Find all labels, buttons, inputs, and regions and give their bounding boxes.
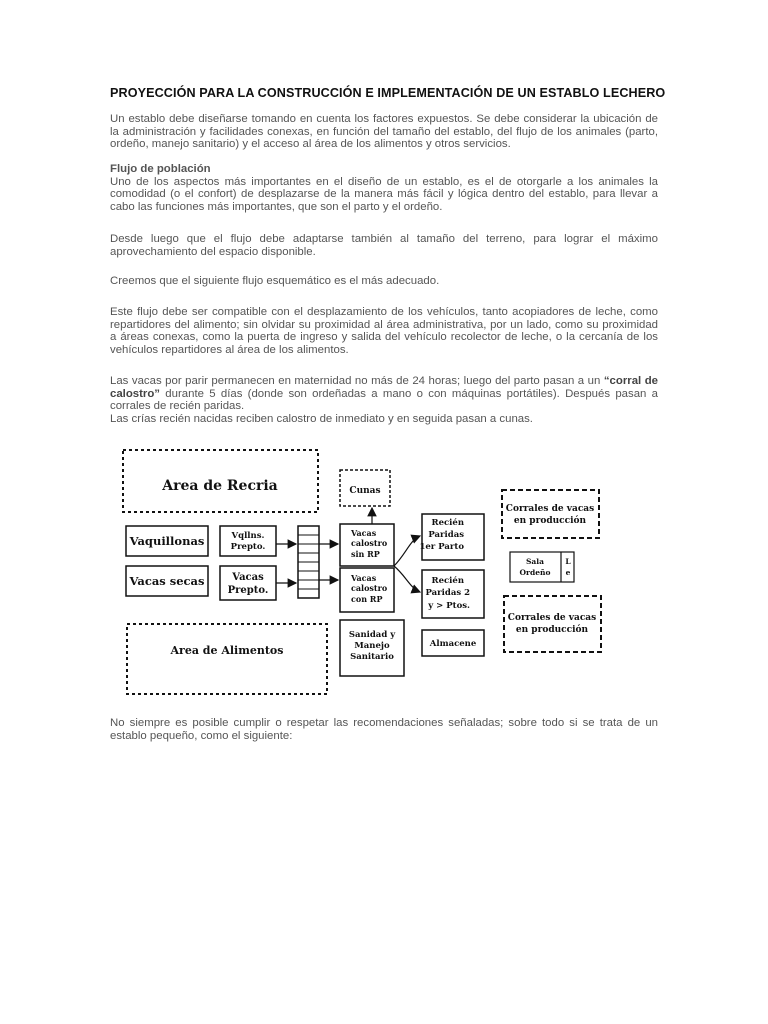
vqllns-line2: Prepto. [230,542,266,552]
area-recria-box [123,450,318,512]
vacas-sin-line3: sin RP [351,549,380,559]
recien2-line3: y > Ptos. [428,601,470,611]
vacas-con-line1: Vacas [351,573,377,583]
vehiculos-paragraph: Este flujo debe ser compatible con el desplazamiento de los vehículos, tanto acopiadores de leche, como repartidores del alimento; sin olvidar su proximidad al área administrativa, por un lado, como su proximidad a áreas conexas, como la puerta de ingreso y salida del vehículo recolector de leche, o la cercanía de los vehículos repartidores al área de los alimentos. [110,306,658,356]
vacas-text-a: Las vacas por parir permanecen en maternidad no más de 24 horas; luego del parto pasan a un [110,375,604,387]
area-recria-label: Area de Recria [162,478,278,494]
terreno-paragraph: Desde luego que el flujo debe adaptarse también al tamaño del terreno, para lograr el máximo aprovechamiento del espacio disponible. [110,233,658,258]
corrales-bottom-box [504,596,601,652]
vqllns-prepto-box [220,526,276,556]
vaquillonas-label: Vaquillonas [129,534,205,548]
intro-paragraph: Un establo debe diseñarse tomando en cuenta los factores expuestos. Se debe considerar la ubicación de la administración y facilidades conexas, en función del tamaño del establo, del flujo de los animales (parto, ordeño, manejo sanitario) y el acceso al área de los alimentos y otros servicios. [110,113,658,151]
area-alimentos-box [127,624,327,694]
vacas-sin-line2: calostro [351,538,388,548]
vacas-prepto-box [220,566,276,600]
corrales-top-line2: en producción [513,516,587,526]
sanidad-line3: Sanitario [350,652,394,662]
recien2-line2: Paridas 2 [425,588,470,598]
sanidad-line2: Manejo [354,641,390,651]
almacene-label: Almacene [429,639,477,649]
final-paragraph: No siempre es posible cumplir o respetar las recomendaciones señaladas; sobre todo si se trata de un establo pequeño, como el siguiente: [110,717,658,742]
vacas-con-line2: calostro [351,583,388,593]
vacas-calostro-sin-rp-box [340,524,394,566]
corrales-top-line1: Corrales de vacas [505,504,595,514]
vacas-text-b: durante 5 días (donde son ordeñadas a mano o con máquinas portátiles). Después pasan a corrales de recién paridas. [110,387,658,413]
vacas-secas-label: Vacas secas [129,574,205,588]
arrow-to-recien2 [394,566,420,592]
recien2-line1: Recién [431,576,464,586]
sala-line1: Sala [526,557,544,566]
sanidad-line1: Sanidad y [348,630,396,640]
flow-diagram [110,440,622,700]
sala-ordeno-box [510,552,574,582]
sala-line2: Ordeño [519,568,551,577]
recien-paridas-2-box [422,570,484,618]
flujo-heading: Flujo de población [110,163,211,175]
recien1-line2: Paridas [428,530,464,540]
area-alimentos-label: Area de Alimentos [170,644,284,657]
le-line1: L [565,557,571,566]
almacene-box [422,630,484,656]
vacas-secas-box [126,566,208,596]
document-title: PROYECCIÓN PARA LA CONSTRUCCIÓN E IMPLEMENTACIÓN DE UN ESTABLO LECHERO [110,86,666,100]
vacas-section [110,375,658,425]
cunas-label: Cunas [349,486,381,496]
cunas-box [340,470,390,506]
vacas-calostro-con-rp-box [340,568,394,612]
corral-grid [298,526,319,598]
recien1-line1: Recién [431,518,464,528]
flujo-paragraph: Uno de los aspectos más importantes en el diseño de un establo, es el de otorgarle a los animales la comodidad (o el confort) de desplazarse de la manera más fácil y lógica dentro del establo, para llevar a cabo las funciones más importantes, que son el parto y el ordeño. [110,175,658,213]
le-line2: e [565,568,571,577]
vacas-prepto-line2: Prepto. [227,585,269,596]
corrales-top-box [502,490,599,538]
vacas-sin-line1: Vacas [351,528,377,538]
creemos-paragraph: Creemos que el siguiente flujo esquemático es el más adecuado. [110,275,440,287]
sanidad-box [340,620,404,676]
recien1-line3: 1er Parto [419,542,464,552]
vacas-con-line3: con RP [351,594,383,604]
corrales-bottom-line1: Corrales de vacas [507,613,597,623]
corral-calostro-bold: “corral de calostro” [110,375,659,400]
flujo-section [110,163,658,213]
corrales-bottom-line2: en producción [515,625,589,635]
crias-paragraph: Las crías recién nacidas reciben calostro de inmediato y en seguida pasan a cunas. [110,412,533,425]
vaquillonas-box [126,526,208,556]
recien-paridas-1-box [419,514,484,560]
vqllns-line1: Vqllns. [231,531,265,541]
vacas-prepto-line1: Vacas [232,572,264,583]
arrow-to-recien1 [394,536,420,566]
